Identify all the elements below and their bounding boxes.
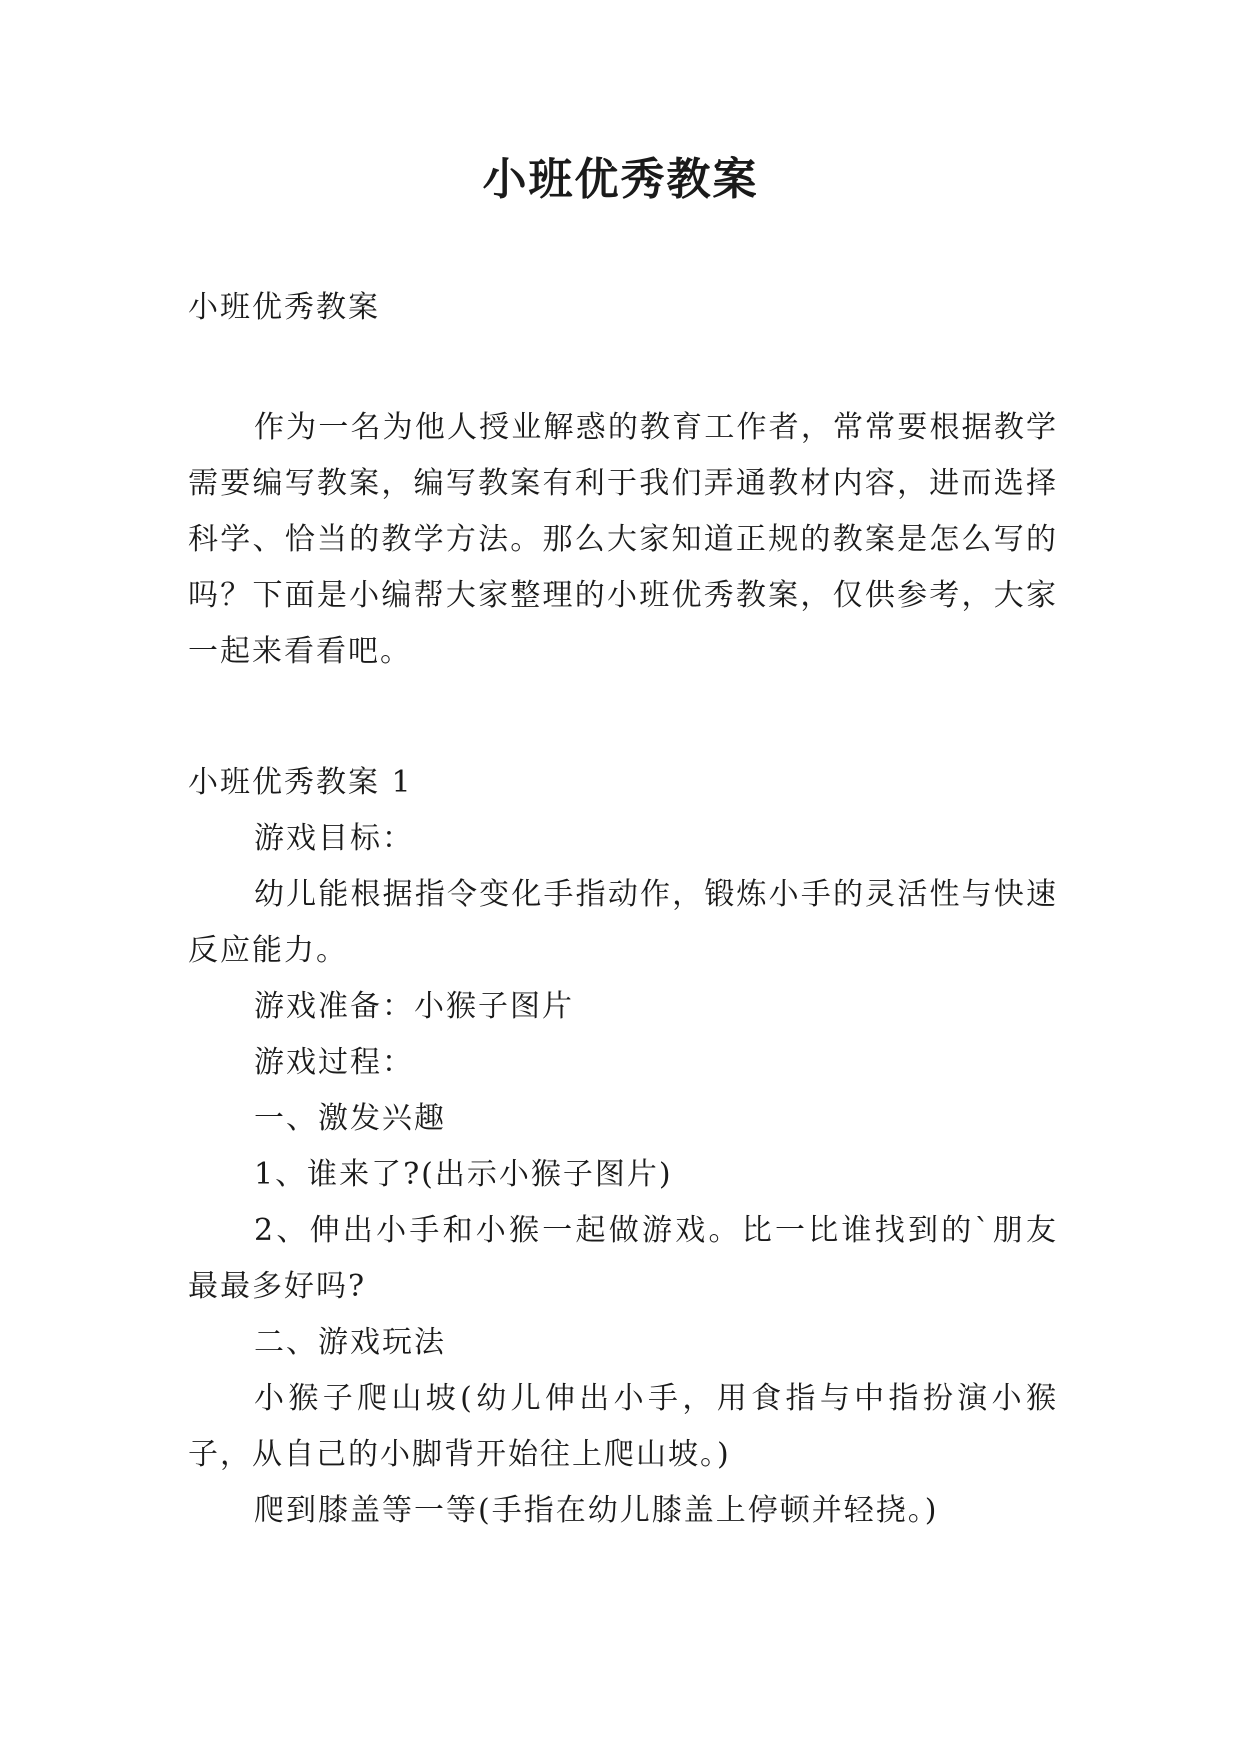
paragraph-game-prep: 游戏准备：小猴子图片 (254, 989, 574, 1024)
paragraph-game-goal-label: 游戏目标： (254, 821, 414, 856)
paragraph-step-two-heading: 二、游戏玩法 (254, 1325, 446, 1360)
intro-paragraph: 作为一名为他人授业解惑的教育工作者，常常要根据教学需要编写教案，编写教案有利于我们弄通教材内容，进而选择科学、恰当的教学方法。那么大家知道正规的教案是怎么写的吗？下面是小编帮大家整理的小班优秀教案，仅供参考，大家一起来看看吧。 (188, 410, 1058, 669)
paragraph-step-one-item-1: 1、谁来了?(出示小猴子图片) (254, 1157, 673, 1192)
document-subtitle: 小班优秀教案 (188, 290, 380, 325)
paragraph-game-process-label: 游戏过程： (254, 1045, 414, 1080)
document-title: 小班优秀教案 (482, 154, 759, 205)
paragraph-knee-wait: 爬到膝盖等一等(手指在幼儿膝盖上停顿并轻挠。) (254, 1493, 939, 1528)
paragraph-step-one-item-2: 2、伸出小手和小猴一起做游戏。比一比谁找到的`朋友最最多好吗? (188, 1213, 1058, 1304)
paragraph-monkey-climb: 小猴子爬山坡(幼儿伸出小手，用食指与中指扮演小猴子，从自己的小脚背开始往上爬山坡。) (188, 1381, 1058, 1472)
section-heading: 小班优秀教案 1 (188, 765, 413, 800)
paragraph-step-one-heading: 一、激发兴趣 (254, 1101, 446, 1136)
paragraph-game-goal: 幼儿能根据指令变化手指动作，锻炼小手的灵活性与快速反应能力。 (188, 877, 1058, 968)
section-1 (188, 755, 1058, 1539)
